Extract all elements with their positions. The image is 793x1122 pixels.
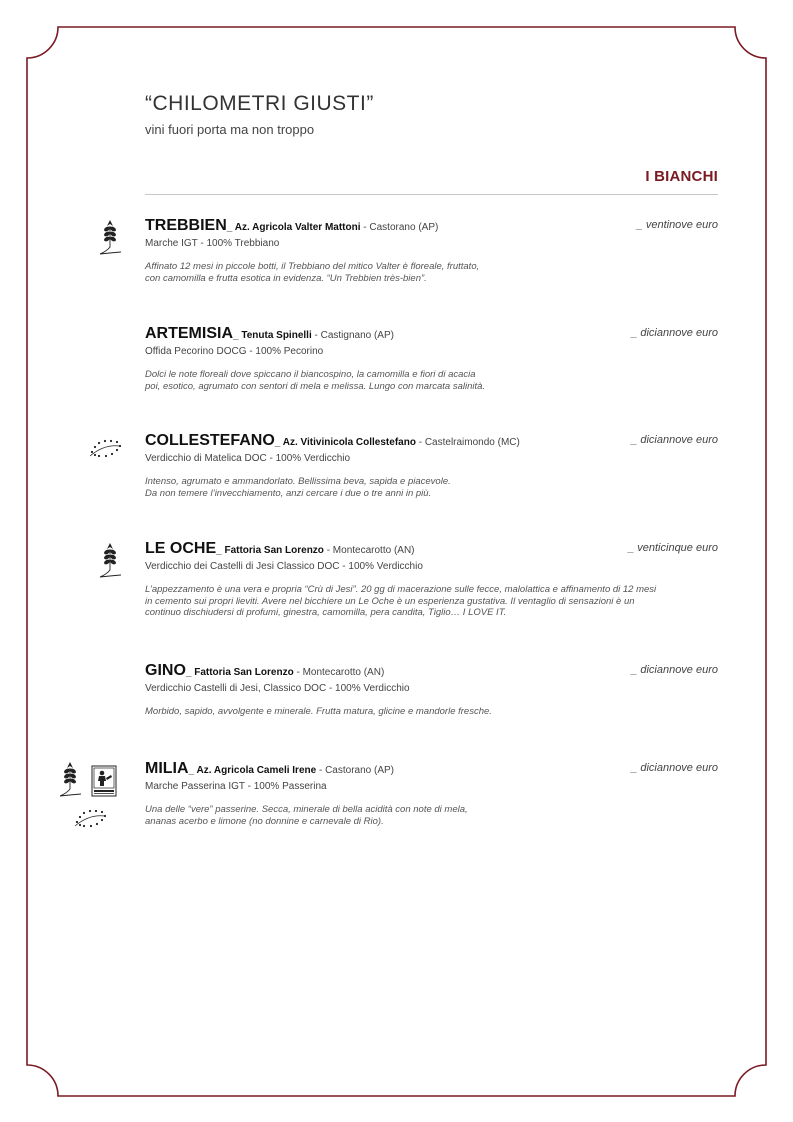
wine-price: _ diciannove euro bbox=[631, 327, 718, 339]
wine-name: GINO bbox=[145, 662, 186, 679]
biodynamic-wheat-icon bbox=[97, 543, 123, 579]
wine-price: _ diciannove euro bbox=[631, 762, 718, 774]
wine-description bbox=[145, 476, 718, 499]
wine-place: - Castorano (AP) bbox=[360, 222, 439, 233]
wine-producer: _ Fattoria San Lorenzo bbox=[185, 667, 294, 678]
wine-denomination: Marche IGT - 100% Trebbiano bbox=[145, 238, 280, 249]
wine-price: _ ventinove euro bbox=[636, 219, 718, 231]
eu-organic-leaf-icon bbox=[71, 806, 109, 830]
description-line: L’appezzamento è una vera e propria “Crù di Jesi”. 20 gg di macerazione sulle fecce, malolattica e affinamento di 12 mesi bbox=[145, 584, 657, 595]
section-divider bbox=[145, 194, 718, 195]
biodynamic-wheat-icon bbox=[97, 220, 123, 256]
page-title: “CHILOMETRI GIUSTI” bbox=[145, 92, 374, 115]
wine-place: - Castignano (AP) bbox=[311, 330, 394, 341]
biodynamic-wheat-icon bbox=[57, 762, 83, 798]
wine-heading bbox=[145, 217, 718, 237]
wine-denomination: Verdicchio Castelli di Jesi, Classico DOC - 100% Verdicchio bbox=[145, 683, 410, 694]
description-line: Morbido, sapido, avvolgente e minerale. Frutta matura, glicine e mandorle fresche. bbox=[145, 706, 492, 717]
wine-name: TREBBIEN bbox=[145, 217, 227, 234]
description-line: Da non temere l’invecchiamento, anzi cercare i due o tre anni in più. bbox=[145, 487, 432, 499]
wine-description bbox=[145, 584, 718, 619]
description-line: con camomilla e frutta esotica in evidenza. “Un Trebbien très-bien”. bbox=[145, 272, 427, 284]
wine-place: - Castelraimondo (MC) bbox=[415, 437, 520, 448]
wine-denomination: Verdicchio di Matelica DOC - 100% Verdicchio bbox=[145, 453, 351, 464]
wine-name: LE OCHE bbox=[145, 540, 217, 557]
wine-producer: _ Fattoria San Lorenzo bbox=[216, 545, 324, 556]
page-subtitle: vini fuori porta ma non troppo bbox=[145, 122, 315, 137]
wine-price: _ venticinque euro bbox=[628, 542, 718, 554]
description-line: Una delle “vere” passerine. Secca, minerale di bella acidità con note di mela, bbox=[145, 804, 468, 815]
wine-name: ARTEMISIA bbox=[145, 325, 233, 342]
description-line: Dolci le note floreali dove spiccano il biancospino, la camomilla e fiori di acacia bbox=[145, 369, 476, 380]
description-line: Affinato 12 mesi in piccole botti, il Trebbiano del mitico Valter è floreale, fruttato, bbox=[145, 261, 480, 272]
section-title: I BIANCHI bbox=[645, 168, 718, 185]
eu-organic-leaf-icon bbox=[86, 436, 124, 460]
wine-denomination: Verdicchio dei Castelli di Jesi Classico DOC - 100% Verdicchio bbox=[145, 561, 423, 572]
description-line: in cemento sui propri lieviti. Avere nel bicchiere un Le Oche è un esperienza gustativa. Il ventaglio di sensazioni è un bbox=[145, 595, 635, 607]
description-line: continuo dischiudersi di profumi, ginestra, camomilla, pera candita, Tiglio… I LOVE IT. bbox=[145, 607, 507, 618]
wine-entry-trebbien bbox=[145, 217, 718, 284]
wine-price: _ diciannove euro bbox=[631, 664, 718, 676]
wine-producer: _ Az. Vitivinicola Collestefano bbox=[274, 437, 416, 448]
wine-denomination: Marche Passerina IGT - 100% Passerina bbox=[145, 781, 327, 792]
wine-producer: _ Az. Agricola Cameli Irene bbox=[188, 765, 317, 776]
description-line: poi, esotico, agrumato con sentori di mela e melissa. Lungo con marcata salinità. bbox=[145, 380, 486, 392]
wine-place: - Castorano (AP) bbox=[316, 765, 394, 776]
wine-place: - Montecarotto (AN) bbox=[323, 545, 415, 556]
wine-description bbox=[145, 261, 718, 284]
description-line: ananas acerbo e limone (no donnine e carnevale di Rio). bbox=[145, 815, 384, 827]
wine-denomination: Offida Pecorino DOCG - 100% Pecorino bbox=[145, 346, 324, 357]
wine-description bbox=[145, 706, 718, 718]
wine-name: MILIA bbox=[145, 760, 189, 777]
triple-a-producer-icon bbox=[91, 765, 117, 797]
wine-producer: _ Tenuta Spinelli bbox=[233, 330, 312, 341]
wine-description bbox=[145, 804, 718, 827]
wine-name: COLLESTEFANO bbox=[145, 432, 275, 449]
wine-price: _ diciannove euro bbox=[631, 434, 718, 446]
wine-place: - Montecarotto (AN) bbox=[293, 667, 385, 678]
wine-description bbox=[145, 369, 718, 392]
wine-producer: _ Az. Agricola Valter Mattoni bbox=[226, 222, 361, 233]
description-line: Intenso, agrumato e ammandorlato. Bellissima beva, sapida e piacevole. bbox=[145, 476, 451, 487]
